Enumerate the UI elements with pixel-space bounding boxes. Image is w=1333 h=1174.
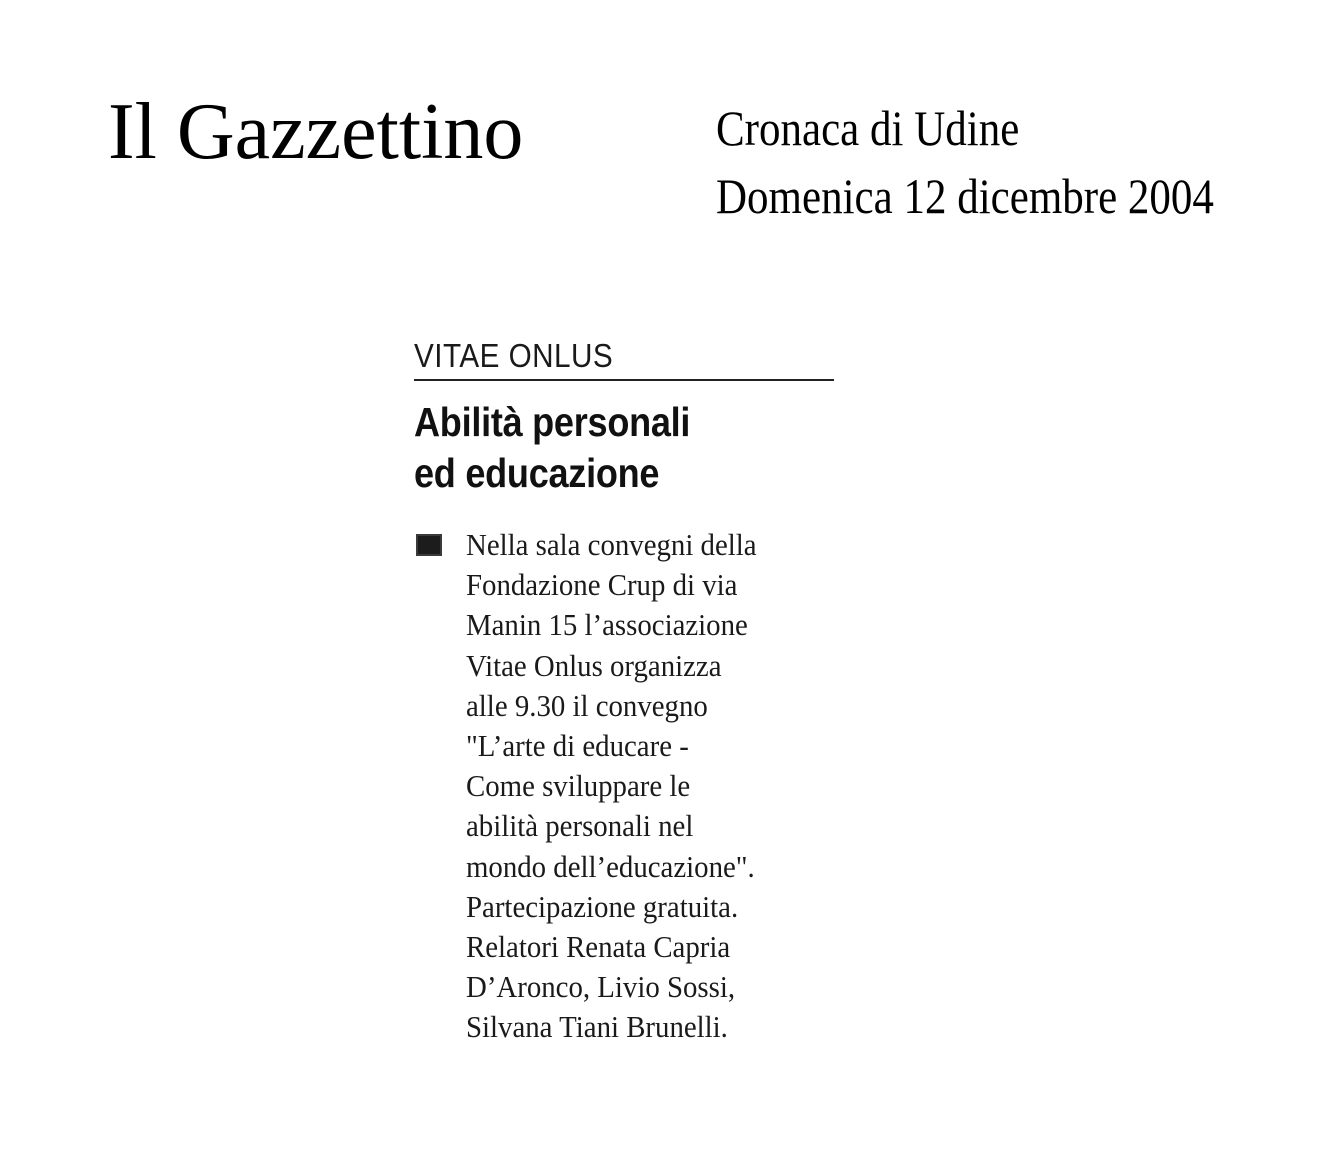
article-headline [414,397,792,499]
body-line: Partecipazione gratuita. [466,888,739,924]
square-bullet-icon [416,534,442,556]
article-kicker: VITAE ONLUS [414,337,614,374]
body-line: "L’arte di educare - [466,728,689,764]
body-line: Manin 15 l’associazione [466,607,748,643]
dateline [716,94,1214,230]
body-line: Vitae Onlus organizza [466,647,722,683]
article-body-text [466,525,818,1048]
body-line: Come sviluppare le [466,768,691,804]
body-line: mondo dell’educazione". [466,848,755,884]
body-line: Fondazione Crup di via [466,567,738,603]
article-clipping [414,336,844,1048]
headline-line: ed educazione [414,450,660,496]
body-line: Silvana Tiani Brunelli. [466,1009,728,1045]
body-line: alle 9.30 il convegno [466,687,708,723]
article-body [414,525,844,1048]
newspaper-title: Il Gazzettino [108,88,524,176]
publication-date: Domenica 12 dicembre 2004 [716,168,1214,224]
headline-line: Abilità personali [414,399,691,445]
body-line: Relatori Renata Capria [466,929,731,965]
body-line: D’Aronco, Livio Sossi, [466,969,736,1005]
kicker-divider [414,379,834,381]
body-line: Nella sala convegni della [466,527,757,562]
body-line: abilità personali nel [466,808,694,844]
section-name: Cronaca di Udine [716,100,1020,156]
